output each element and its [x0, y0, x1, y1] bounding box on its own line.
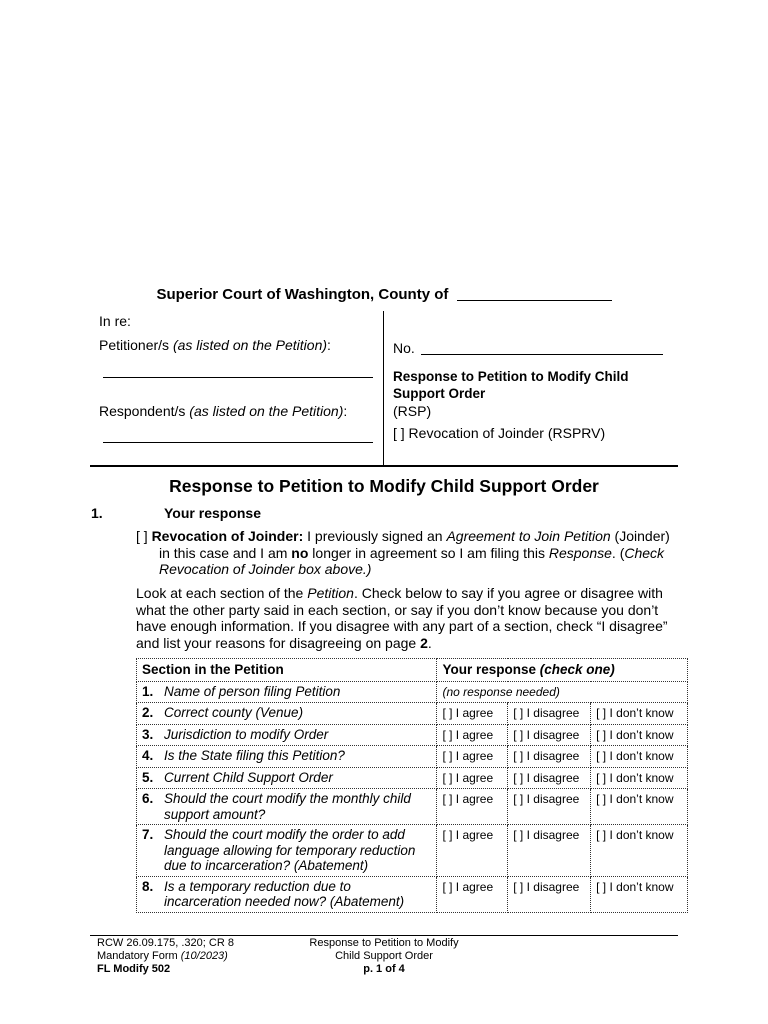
col-section-header: Section in the Petition: [137, 659, 437, 682]
dont-know-checkbox[interactable]: [ ] I don’t know: [596, 792, 674, 806]
county-blank[interactable]: [457, 286, 612, 301]
dont-know-checkbox[interactable]: [ ] I don’t know: [596, 879, 674, 894]
agree-checkbox[interactable]: [ ] I agree: [442, 749, 494, 763]
disagree-checkbox[interactable]: [ ] I disagree: [513, 727, 580, 742]
in-re-label: In re:: [99, 313, 131, 329]
no-response-note: (no response needed): [442, 684, 560, 699]
footer-rule: [90, 935, 678, 936]
caption-rule: [90, 465, 678, 467]
footer-title-1: Response to Petition to Modify: [309, 937, 459, 949]
form-title: Response to Petition to Modify Child Support Order: [393, 369, 629, 401]
col-response-header: Your response (check one): [437, 659, 688, 682]
disagree-checkbox[interactable]: [ ] I disagree: [513, 749, 580, 763]
footer-form-id: FL Modify 502: [97, 963, 171, 975]
section-title: Your response: [164, 505, 261, 521]
petitioner-label: Petitioner/s (as listed on the Petition):: [99, 337, 331, 353]
table-row: 2. Correct county (Venue) [ ] I agree [ ] I disagree [ ] I don’t know: [137, 703, 688, 725]
case-number: No.: [393, 340, 663, 356]
dont-know-checkbox[interactable]: [ ] I don’t know: [596, 770, 674, 785]
page-title: Response to Petition to Modify Child Support Order: [169, 476, 599, 496]
section-number: 1.: [91, 505, 103, 521]
respondent-name-line[interactable]: [103, 442, 373, 443]
dont-know-checkbox[interactable]: [ ] I don’t know: [596, 749, 674, 763]
disagree-checkbox[interactable]: [ ] I disagree: [513, 792, 580, 806]
footer-left: [97, 937, 234, 976]
case-number-blank[interactable]: [421, 340, 663, 355]
response-table: [136, 658, 688, 913]
agree-checkbox[interactable]: [ ] I agree: [442, 770, 494, 785]
agree-checkbox[interactable]: [ ] I agree: [442, 879, 494, 894]
respondent-label: Respondent/s (as listed on the Petition):: [99, 403, 348, 419]
table-row: 3. Jurisdiction to modify Order [ ] I agree [ ] I disagree [ ] I don’t know: [137, 724, 688, 746]
revocation-paragraph: [ ] Revocation of Joinder: I previously signed an Agreement to Join Petition (Joinder) in this case and I am no longer in agreement so I am filing this Response. (Check Revocation of Joinder box above.): [136, 528, 670, 577]
footer-mandatory: Mandatory Form (10/2023): [97, 950, 228, 962]
revocation-joinder-checkbox[interactable]: [ ] Revocation of Joinder (RSPRV): [393, 425, 606, 441]
court-name: Superior Court of Washington, County of: [156, 286, 449, 303]
agree-checkbox[interactable]: [ ] I agree: [442, 727, 494, 742]
dont-know-checkbox[interactable]: [ ] I don’t know: [596, 706, 674, 720]
petitioner-name-line[interactable]: [103, 377, 373, 378]
court-title: [0, 286, 768, 303]
caption-divider: [383, 311, 384, 465]
disagree-checkbox[interactable]: [ ] I disagree: [513, 879, 580, 894]
footer-rcw: RCW 26.09.175, .320; CR 8: [97, 937, 234, 949]
table-row: 7. Should the court modify the order to add language allowing for temporary reduction due to incarceration? (Abatement) [ ] I agree [ ] I disagree [ ] I don’t know: [137, 825, 688, 877]
table-row: 8. Is a temporary reduction due to incarceration needed now? (Abatement) [ ] I agree [ ] I disagree [ ] I don’t know: [137, 876, 688, 912]
agree-checkbox[interactable]: [ ] I agree: [442, 828, 494, 842]
agree-checkbox[interactable]: [ ] I agree: [442, 792, 494, 806]
disagree-checkbox[interactable]: [ ] I disagree: [513, 828, 580, 842]
instructions-paragraph: Look at each section of the Petition. Check below to say if you agree or disagree with what the other party said in each section, or say if you don’t know because you don’t have enough information. If you disagree with any part of a section, check “I disagree” and list your reasons for disagreeing on page 2.: [136, 585, 668, 651]
dont-know-checkbox[interactable]: [ ] I don’t know: [596, 727, 674, 742]
agree-checkbox[interactable]: [ ] I agree: [442, 706, 494, 720]
form-code: (RSP): [393, 403, 432, 419]
table-row: 6. Should the court modify the monthly child support amount? [ ] I agree [ ] I disagree [ ] I don’t know: [137, 789, 688, 825]
footer-title-2: Child Support Order: [335, 950, 433, 962]
dont-know-checkbox[interactable]: [ ] I don’t know: [596, 828, 674, 842]
footer-center: [290, 937, 478, 976]
disagree-checkbox[interactable]: [ ] I disagree: [513, 770, 580, 785]
table-header-row: [137, 659, 688, 682]
table-row: 4. Is the State filing this Petition? [ ] I agree [ ] I disagree [ ] I don’t know: [137, 746, 688, 768]
revocation-checkbox[interactable]: [ ]: [136, 528, 148, 544]
disagree-checkbox[interactable]: [ ] I disagree: [513, 706, 580, 720]
table-row: 5. Current Child Support Order [ ] I agree [ ] I disagree [ ] I don’t know: [137, 767, 688, 789]
page-number: p. 1 of 4: [363, 963, 405, 975]
table-row: 1. Name of person filing Petition (no response needed): [137, 681, 688, 703]
